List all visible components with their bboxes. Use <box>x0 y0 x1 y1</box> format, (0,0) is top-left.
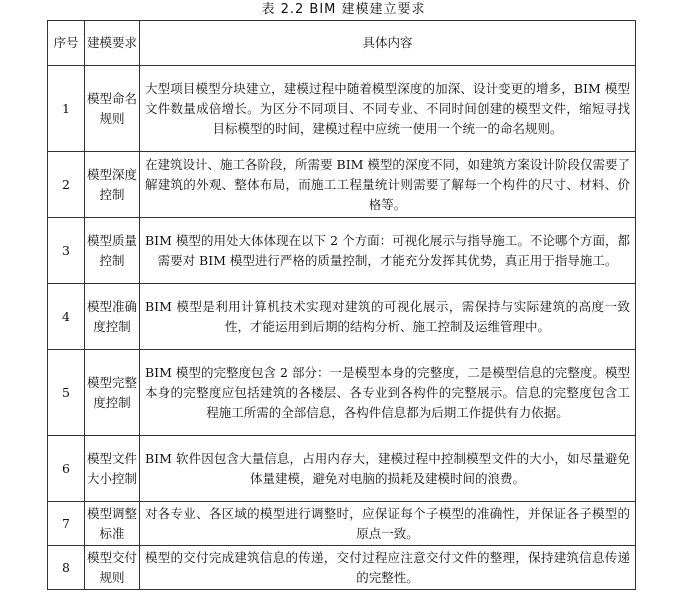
table-caption: 表 2.2 BIM 建模建立要求 <box>261 2 426 17</box>
row-no: 4 <box>48 284 85 350</box>
row-content: 模型的交付完成建筑信息的传递，交付过程应注意交付文件的整理，保持建筑信息传递的完整性。 <box>140 546 636 590</box>
table-row <box>48 350 636 436</box>
table-row <box>48 546 636 590</box>
header-content: 具体内容 <box>140 21 636 66</box>
row-requirement: 模型交付规则 <box>85 546 140 590</box>
row-requirement: 模型文件大小控制 <box>85 436 140 502</box>
bim-requirements-table <box>47 20 636 590</box>
row-content: BIM 模型的完整度包含 2 部分：一是模型本身的完整度，二是模型信息的完整度。模型本身的完整度应包括建筑的各楼层、各专业到各构件的完整展示。信息的完整度包含工程施工所需的全部信息，各构件信息都为后期工作提供有力依据。 <box>140 350 636 436</box>
row-requirement: 模型命名规则 <box>85 66 140 152</box>
row-requirement: 模型准确度控制 <box>85 284 140 350</box>
table-row <box>48 502 636 546</box>
row-content: BIM 模型的用处大体体现在以下 2 个方面：可视化展示与指导施工。不论哪个方面，都需要对 BIM 模型进行严格的质量控制，才能充分发挥其优势，真正用于指导施工。 <box>140 218 636 284</box>
header-no: 序号 <box>48 21 85 66</box>
table-row <box>48 284 636 350</box>
row-requirement: 模型完整度控制 <box>85 350 140 436</box>
row-content: 在建筑设计、施工各阶段，所需要 BIM 模型的深度不同，如建筑方案设计阶段仅需要了解建筑的外观、整体布局，而施工工程量统计则需要了解每一个构件的尺寸、材料、价格等。 <box>140 152 636 218</box>
table-header-row <box>48 21 636 66</box>
table-row <box>48 152 636 218</box>
row-no: 8 <box>48 546 85 590</box>
row-no: 7 <box>48 502 85 546</box>
header-requirement: 建模要求 <box>85 21 140 66</box>
row-content: BIM 模型是利用计算机技术实现对建筑的可视化展示，需保持与实际建筑的高度一致性，才能运用到后期的结构分析、施工控制及运维管理中。 <box>140 284 636 350</box>
row-content: BIM 软件因包含大量信息，占用内存大，建模过程中控制模型文件的大小，如尽量避免体量建模，避免对电脑的损耗及建模时间的浪费。 <box>140 436 636 502</box>
table-row <box>48 436 636 502</box>
table-row <box>48 66 636 152</box>
table-row <box>48 218 636 284</box>
row-requirement: 模型调整标准 <box>85 502 140 546</box>
row-no: 5 <box>48 350 85 436</box>
row-requirement: 模型质量控制 <box>85 218 140 284</box>
row-content: 对各专业、各区域的模型进行调整时，应保证每个子模型的准确性，并保证各子模型的原点一致。 <box>140 502 636 546</box>
row-no: 3 <box>48 218 85 284</box>
row-no: 1 <box>48 66 85 152</box>
row-requirement: 模型深度控制 <box>85 152 140 218</box>
row-no: 2 <box>48 152 85 218</box>
row-no: 6 <box>48 436 85 502</box>
row-content: 大型项目模型分块建立，建模过程中随着模型深度的加深、设计变更的增多，BIM 模型文件数量成倍增长。为区分不同项目、不同专业、不同时间创建的模型文件，缩短寻找目标模型的时间，建模过程中应统一使用一个统一的命名规则。 <box>140 66 636 152</box>
